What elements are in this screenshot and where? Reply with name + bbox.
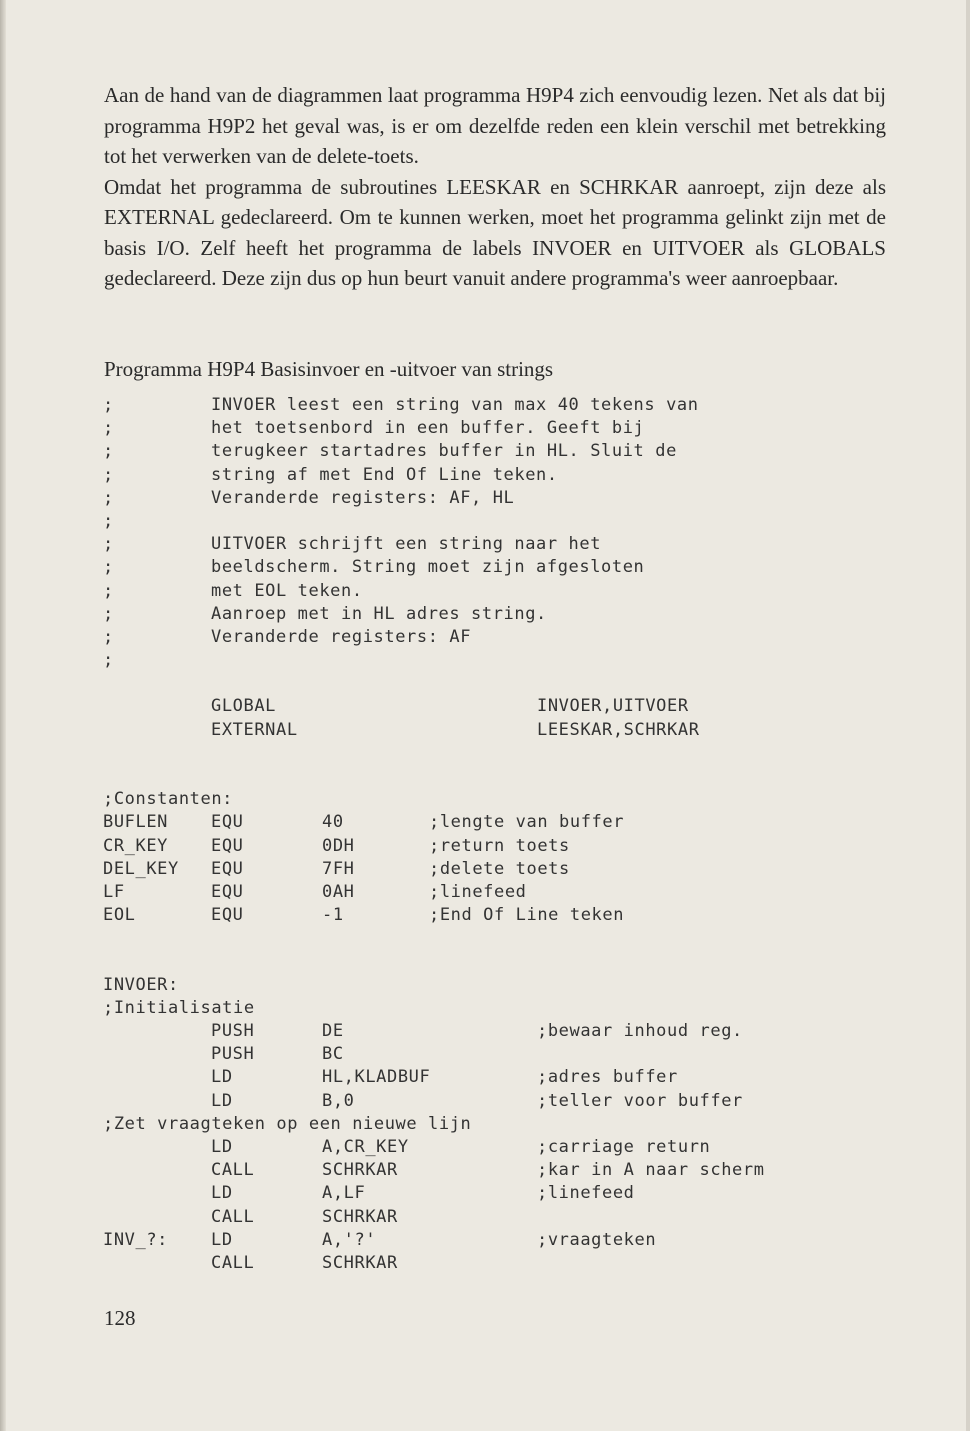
comment-line bbox=[103, 418, 863, 441]
code-comment: ;bewaar inhoud reg. bbox=[537, 1021, 743, 1042]
comment-text: terugkeer startadres buffer in HL. Sluit de bbox=[211, 441, 677, 462]
code-op: LD bbox=[211, 1229, 233, 1250]
code-arg: 0AH bbox=[322, 881, 355, 902]
paragraph: Aan de hand van de diagrammen laat programma H9P4 zich eenvoudig lezen. Net als dat bij programma H9P2 het geval was, is er om dezelfde reden een klein verschil met betrekking tot het verwerken van de delete-toets. bbox=[104, 83, 886, 168]
code-arg: HL,KLADBUF bbox=[322, 1067, 431, 1088]
code-op: LD bbox=[211, 1183, 233, 1204]
code-arg: B,0 bbox=[322, 1090, 355, 1111]
code-comment: ;return toets bbox=[429, 835, 570, 856]
code-line bbox=[103, 1067, 863, 1090]
code-line bbox=[103, 1160, 863, 1183]
comment-text: Veranderde registers: AF, HL bbox=[211, 487, 515, 508]
code-label: DEL_KEY bbox=[103, 858, 179, 879]
comment-line bbox=[103, 604, 863, 627]
code-line bbox=[103, 859, 863, 882]
directive-op: GLOBAL bbox=[211, 696, 277, 717]
invoer-label: INVOER: bbox=[103, 974, 179, 995]
directive-line bbox=[103, 696, 863, 719]
code-op: PUSH bbox=[211, 1021, 255, 1042]
code-arg: SCHRKAR bbox=[322, 1206, 398, 1227]
blank-line bbox=[103, 952, 863, 975]
blank-line bbox=[103, 928, 863, 951]
comment-marker: ; bbox=[103, 626, 114, 647]
code-label: EOL bbox=[103, 905, 136, 926]
code-line bbox=[103, 905, 863, 928]
code-op: EQU bbox=[211, 812, 244, 833]
comment-text: UITVOER schrijft een string naar het bbox=[211, 534, 602, 555]
code-op: EQU bbox=[211, 905, 244, 926]
comment-line bbox=[103, 557, 863, 580]
page-edge-left bbox=[0, 0, 6, 1431]
constants-header: ;Constanten: bbox=[103, 789, 234, 810]
code-line bbox=[103, 1183, 863, 1206]
code-line bbox=[103, 1137, 863, 1160]
code-arg: 0DH bbox=[322, 835, 355, 856]
comment-marker: ; bbox=[103, 603, 114, 624]
code-line bbox=[103, 882, 863, 905]
code-comment: ;linefeed bbox=[429, 881, 527, 902]
code-line bbox=[103, 1253, 863, 1276]
comment-text: INVOER leest een string van max 40 tekens van bbox=[211, 395, 699, 415]
code-comment: ;linefeed bbox=[537, 1183, 635, 1204]
code-op: PUSH bbox=[211, 1044, 255, 1065]
code-arg: -1 bbox=[322, 905, 344, 926]
body-text bbox=[104, 80, 886, 294]
code-op: CALL bbox=[211, 1206, 255, 1227]
constants-block bbox=[103, 812, 863, 928]
code-label: LF bbox=[103, 881, 125, 902]
comment-marker: ; bbox=[103, 395, 114, 415]
code-line bbox=[103, 1091, 863, 1114]
comment-marker: ; bbox=[103, 441, 114, 462]
listing-caption: Programma H9P4 Basisinvoer en -uitvoer van strings bbox=[104, 357, 554, 381]
code-op: LD bbox=[211, 1137, 233, 1157]
code-arg: A,CR_KEY bbox=[322, 1137, 409, 1157]
comment-line bbox=[103, 581, 863, 604]
code-op: CALL bbox=[211, 1252, 255, 1273]
directive-arg: LEESKAR,SCHRKAR bbox=[537, 719, 700, 740]
code-line bbox=[103, 836, 863, 859]
comment-line bbox=[103, 441, 863, 464]
code-op: EQU bbox=[211, 881, 244, 902]
code-comment: ;teller voor buffer bbox=[537, 1090, 743, 1111]
code-comment: ;adres buffer bbox=[537, 1067, 678, 1088]
comment-text: string af met End Of Line teken. bbox=[211, 464, 558, 485]
directive-line bbox=[103, 720, 863, 743]
comment-text: Aanroep met in HL adres string. bbox=[211, 603, 547, 624]
code-comment: ;End Of Line teken bbox=[429, 905, 625, 926]
code-arg: 40 bbox=[322, 812, 344, 833]
blank-line bbox=[103, 673, 863, 696]
code-line bbox=[103, 1207, 863, 1230]
code-label: CR_KEY bbox=[103, 835, 169, 856]
code-comment: ;kar in A naar scherm bbox=[537, 1160, 765, 1181]
comment-text: Veranderde registers: AF bbox=[211, 626, 472, 647]
page-edge-right bbox=[966, 0, 970, 1431]
code-op: EQU bbox=[211, 858, 244, 879]
code-line bbox=[103, 1021, 863, 1044]
code-comment: ;vraagteken bbox=[537, 1229, 657, 1250]
comment-text: het toetsenbord in een buffer. Geeft bij bbox=[211, 418, 645, 439]
comment-text: met EOL teken. bbox=[211, 580, 363, 601]
page-number: 128 bbox=[104, 1306, 136, 1330]
code-line bbox=[103, 812, 863, 835]
code-op: CALL bbox=[211, 1160, 255, 1181]
comment-marker: ; bbox=[103, 580, 114, 601]
code-comment: ;carriage return bbox=[537, 1137, 711, 1157]
comment-marker: ; bbox=[103, 534, 114, 555]
comment-line bbox=[103, 511, 863, 534]
blank-line bbox=[103, 743, 863, 766]
comment-line bbox=[103, 488, 863, 511]
code-comment: ;lengte van buffer bbox=[429, 812, 625, 833]
code-arg: SCHRKAR bbox=[322, 1252, 398, 1273]
comment-line bbox=[103, 465, 863, 488]
comment-line bbox=[103, 534, 863, 557]
comment-text: beeldscherm. String moet zijn afgesloten bbox=[211, 557, 645, 578]
comment-marker: ; bbox=[103, 557, 114, 578]
comment-line bbox=[103, 395, 863, 418]
paragraph: Omdat het programma de subroutines LEESKAR en SCHRKAR aanroept, zijn deze als EXTERNAL gedeclareerd. Om te kunnen werken, moet het programma gelinkt zijn met de basis I/O. Zelf heeft het programma de labels INVOER en UITVOER als GLOBALS gedeclareerd. Deze zijn dus op hun beurt vanuit andere programma's weer aanroepbaar. bbox=[104, 174, 886, 290]
code-arg: A,'?' bbox=[322, 1229, 377, 1250]
init-comment: ;Initialisatie bbox=[103, 997, 255, 1018]
code-op: LD bbox=[211, 1067, 233, 1088]
code-arg: BC bbox=[322, 1044, 344, 1065]
blank-line bbox=[103, 766, 863, 789]
zet-comment: ;Zet vraagteken op een nieuwe lijn bbox=[103, 1113, 472, 1134]
comment-marker: ; bbox=[103, 464, 114, 485]
code-arg: DE bbox=[322, 1021, 344, 1042]
code-comment: ;delete toets bbox=[429, 858, 570, 879]
code-arg: SCHRKAR bbox=[322, 1160, 398, 1181]
directive-op: EXTERNAL bbox=[211, 719, 298, 740]
code-arg: 7FH bbox=[322, 858, 355, 879]
comment-line bbox=[103, 627, 863, 650]
code-label: BUFLEN bbox=[103, 812, 169, 833]
header-comments bbox=[103, 395, 863, 673]
code-op: LD bbox=[211, 1090, 233, 1111]
comment-marker: ; bbox=[103, 650, 114, 671]
comment-line bbox=[103, 650, 863, 673]
comment-marker: ; bbox=[103, 418, 114, 439]
directives bbox=[103, 696, 863, 742]
zet-block bbox=[103, 1137, 863, 1276]
code-listing bbox=[103, 395, 863, 1276]
code-label: INV_?: bbox=[103, 1229, 169, 1250]
code-op: EQU bbox=[211, 835, 244, 856]
code-line bbox=[103, 1044, 863, 1067]
comment-marker: ; bbox=[103, 510, 114, 531]
init-block bbox=[103, 1021, 863, 1114]
code-arg: A,LF bbox=[322, 1183, 366, 1204]
directive-arg: INVOER,UITVOER bbox=[537, 696, 689, 717]
comment-marker: ; bbox=[103, 487, 114, 508]
code-line bbox=[103, 1230, 863, 1253]
